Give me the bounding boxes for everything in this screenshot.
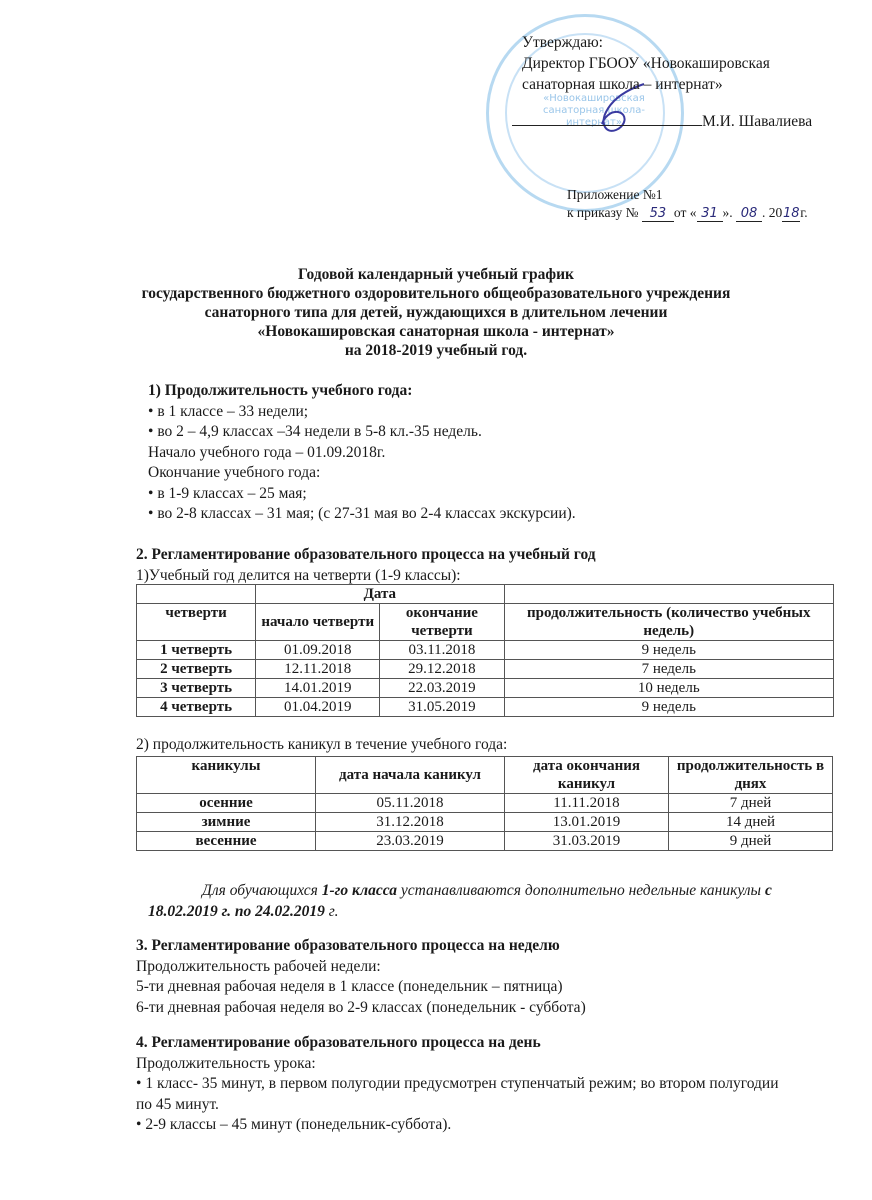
table-cell: 10 недель <box>504 679 834 698</box>
table-row <box>137 698 834 717</box>
list-item: • 2-9 классы – 45 минут (понедельник-суббота). <box>136 1115 826 1136</box>
signer-name: М.И. Шавалиева <box>702 113 813 130</box>
section-4-heading: 4. Регламентирование образовательного процесса на день <box>136 1034 541 1051</box>
approval-position: Директор ГБООУ «Новокашировская <box>522 55 770 72</box>
holidays-table <box>136 756 833 851</box>
table-header: четверти <box>137 604 256 641</box>
table-cell: 13.01.2019 <box>505 813 669 832</box>
table-cell: 7 дней <box>669 794 833 813</box>
table-cell: 9 недель <box>504 698 834 717</box>
table-cell: 7 недель <box>504 660 834 679</box>
table-row <box>137 832 833 851</box>
table-cell: 9 дней <box>669 832 833 851</box>
table-header: дата начала каникул <box>316 757 505 794</box>
table-cell: 03.11.2018 <box>380 641 504 660</box>
table-cell: 9 недель <box>504 641 834 660</box>
appendix-block <box>567 186 808 222</box>
table-group-header: Дата <box>256 585 504 604</box>
note-dates: с 18.02.2019 г. по 24.02.2019 <box>148 882 772 920</box>
table-header: каникулы <box>137 757 316 794</box>
note-text: Для обучающихся <box>202 882 322 899</box>
document-title <box>0 265 872 360</box>
table-cell: 12.11.2018 <box>256 660 380 679</box>
table-cell: 29.12.2018 <box>380 660 504 679</box>
note-text: г. <box>324 903 339 920</box>
order-reference <box>567 204 808 222</box>
order-day: 31 <box>697 207 723 222</box>
table-row <box>137 794 833 813</box>
table-header: окончание четверти <box>380 604 504 641</box>
first-grade-holiday-note <box>148 880 838 922</box>
list-item: • в 1 классе – 33 недели; <box>148 402 838 423</box>
table-cell: 31.05.2019 <box>380 698 504 717</box>
signature-underline <box>512 109 702 126</box>
order-from-label: от « <box>673 205 697 220</box>
order-month: 08 <box>736 207 762 222</box>
table-cell: весенние <box>137 832 316 851</box>
title-line-3: санаторного типа для детей, нуждающихся в длительном лечении <box>204 304 668 321</box>
table-row <box>137 641 834 660</box>
table-cell: 11.11.2018 <box>505 794 669 813</box>
table-header: продолжительность в днях <box>669 757 833 794</box>
note-emphasis: 1-го класса <box>321 882 397 899</box>
title-line-2: государственного бюджетного оздоровительного общеобразовательного учреждения <box>141 285 731 302</box>
section-day <box>136 1033 826 1136</box>
title-line-5: на 2018-2019 учебный год. <box>344 342 528 359</box>
order-number: 53 <box>642 207 674 222</box>
section-week <box>136 936 826 1018</box>
table-cell: 4 четверть <box>137 698 256 717</box>
year-start: Начало учебного года – 01.09.2018г. <box>148 443 386 461</box>
table-cell: 14.01.2019 <box>256 679 380 698</box>
table-cell: зимние <box>137 813 316 832</box>
table-cell: 1 четверть <box>137 641 256 660</box>
approval-block <box>522 32 812 132</box>
table-cell: 01.09.2018 <box>256 641 380 660</box>
order-year-suffix: 18 <box>783 206 800 221</box>
list-item: • во 2 – 4,9 классах –34 недели в 5-8 кл.-35 недель. <box>148 422 838 443</box>
table-header: продолжительность (количество учебных недель) <box>504 604 834 641</box>
year-end-label: Окончание учебного года: <box>148 464 321 481</box>
order-end: г. <box>800 205 808 220</box>
section-year-duration <box>148 381 838 525</box>
table-header-empty <box>504 585 834 604</box>
title-line-1: Годовой календарный учебный график <box>298 266 574 283</box>
table-header-row <box>137 604 834 641</box>
section-1-heading: 1) Продолжительность учебного года: <box>148 382 413 399</box>
approval-signature-line <box>512 109 812 132</box>
table-header: начало четверти <box>256 604 380 641</box>
approval-label: Утверждаю: <box>522 34 603 51</box>
quarters-caption: 1)Учебный год делится на четверти (1-9 классы): <box>136 566 461 584</box>
table-row <box>137 679 834 698</box>
appendix-label: Приложение №1 <box>567 187 663 202</box>
section-2-heading-block <box>136 545 826 586</box>
table-cell: 31.12.2018 <box>316 813 505 832</box>
table-cell: 14 дней <box>669 813 833 832</box>
table-header: дата окончания каникул <box>505 757 669 794</box>
table-cell: 01.04.2019 <box>256 698 380 717</box>
section-2-heading: 2. Регламентирование образовательного процесса на учебный год <box>136 546 596 563</box>
list-item: • 1 класс- 35 минут, в первом полугодии предусмотрен ступенчатый режим; во втором полугодии по 45 минут. <box>136 1074 786 1115</box>
table-header-row <box>137 585 834 604</box>
order-sep1: ». <box>722 205 733 220</box>
approval-organization: санаторная школа – интернат» <box>522 76 723 93</box>
paragraph: Продолжительность рабочей недели: <box>136 957 381 975</box>
table-cell: 3 четверть <box>137 679 256 698</box>
table-cell: 22.03.2019 <box>380 679 504 698</box>
table-cell: 23.03.2019 <box>316 832 505 851</box>
table-cell: 31.03.2019 <box>505 832 669 851</box>
list-item: • в 1-9 классах – 25 мая; <box>148 484 838 505</box>
table-header-row <box>137 757 833 794</box>
table-row <box>137 813 833 832</box>
list-item: • во 2-8 классах – 31 мая; (с 27-31 мая во 2-4 классах экскурсии). <box>148 504 838 525</box>
holidays-caption: 2) продолжительность каникул в течение учебного года: <box>136 736 508 753</box>
section-3-heading: 3. Регламентирование образовательного процесса на неделю <box>136 937 560 954</box>
paragraph: 6-ти дневная рабочая неделя во 2-9 классах (понедельник - суббота) <box>136 998 586 1016</box>
order-sep2: . 20 <box>762 205 783 220</box>
stamp-text: «Новокашировская санаторная школа- интернат» <box>543 93 645 128</box>
table-cell: 05.11.2018 <box>316 794 505 813</box>
paragraph: 5-ти дневная рабочая неделя в 1 классе (понедельник – пятница) <box>136 978 563 995</box>
title-line-4: «Новокашировская санаторная школа - интернат» <box>257 323 615 340</box>
table-cell: осенние <box>137 794 316 813</box>
table-row <box>137 660 834 679</box>
note-text: устанавливаются дополнительно недельные каникулы <box>396 882 765 899</box>
order-prefix: к приказу № <box>567 205 639 220</box>
table-cell: 2 четверть <box>137 660 256 679</box>
table-header-empty <box>137 585 256 604</box>
quarters-table <box>136 584 834 717</box>
paragraph: Продолжительность урока: <box>136 1054 316 1072</box>
